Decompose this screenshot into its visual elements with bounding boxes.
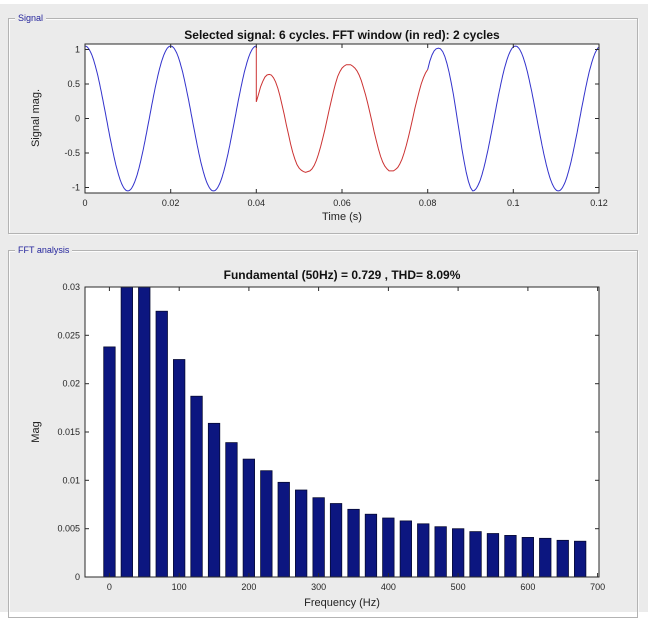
signal-y-tick-label: -0.5 bbox=[64, 148, 80, 158]
signal-y-tick-label: 0 bbox=[74, 113, 80, 124]
fft-x-tick-label: 0 bbox=[106, 582, 112, 592]
fft-x-tick-label: 100 bbox=[171, 582, 187, 592]
fft-y-tick-label: 0 bbox=[74, 572, 80, 582]
signal-plot-title: Selected signal: 6 cycles. FFT window (in red): 2 cycles bbox=[184, 28, 500, 42]
fft-plot-title: Fundamental (50Hz) = 0.729 , THD= 8.09% bbox=[223, 268, 461, 282]
fft-x-tick-label: 300 bbox=[311, 582, 327, 592]
fft-y-tick-label: 0.005 bbox=[57, 523, 80, 534]
signal-x-tick-label: 0.08 bbox=[418, 198, 437, 208]
fft-y-axis-label: Mag bbox=[30, 421, 42, 443]
signal-y-axis-label: Signal mag. bbox=[30, 88, 42, 148]
fft-analysis-panel-label: FFT analysis bbox=[15, 244, 72, 256]
fft-x-axis-label: Frequency (Hz) bbox=[304, 597, 380, 609]
fft-x-tick-label: 500 bbox=[450, 582, 466, 592]
fft-analysis-panel bbox=[8, 245, 638, 618]
signal-y-tick-label: 0.5 bbox=[67, 79, 80, 89]
signal-x-axis-label: Time (s) bbox=[322, 211, 362, 223]
signal-x-tick-label: 0.12 bbox=[590, 198, 608, 208]
signal-x-tick-label: 0.1 bbox=[507, 198, 520, 208]
fft-y-tick-label: 0.03 bbox=[62, 282, 80, 292]
signal-x-tick-label: 0 bbox=[82, 198, 88, 208]
fft-y-tick-label: 0.015 bbox=[57, 427, 80, 437]
signal-y-tick-label: 1 bbox=[74, 44, 80, 55]
fft-y-tick-label: 0.01 bbox=[62, 475, 80, 486]
signal-x-tick-label: 0.04 bbox=[247, 198, 266, 208]
fft-y-tick-label: 0.02 bbox=[62, 378, 80, 389]
signal-panel bbox=[8, 13, 638, 234]
signal-y-tick-label: -1 bbox=[71, 182, 80, 193]
signal-x-tick-label: 0.06 bbox=[333, 198, 351, 208]
fft-x-tick-label: 400 bbox=[380, 582, 396, 592]
fft-x-tick-label: 600 bbox=[520, 582, 536, 592]
signal-panel-label: Signal bbox=[15, 12, 46, 24]
fft-x-tick-label: 200 bbox=[241, 582, 257, 592]
signal-x-tick-label: 0.02 bbox=[161, 198, 180, 208]
fft-x-tick-label: 700 bbox=[590, 582, 606, 592]
fft-y-tick-label: 0.025 bbox=[57, 330, 80, 341]
